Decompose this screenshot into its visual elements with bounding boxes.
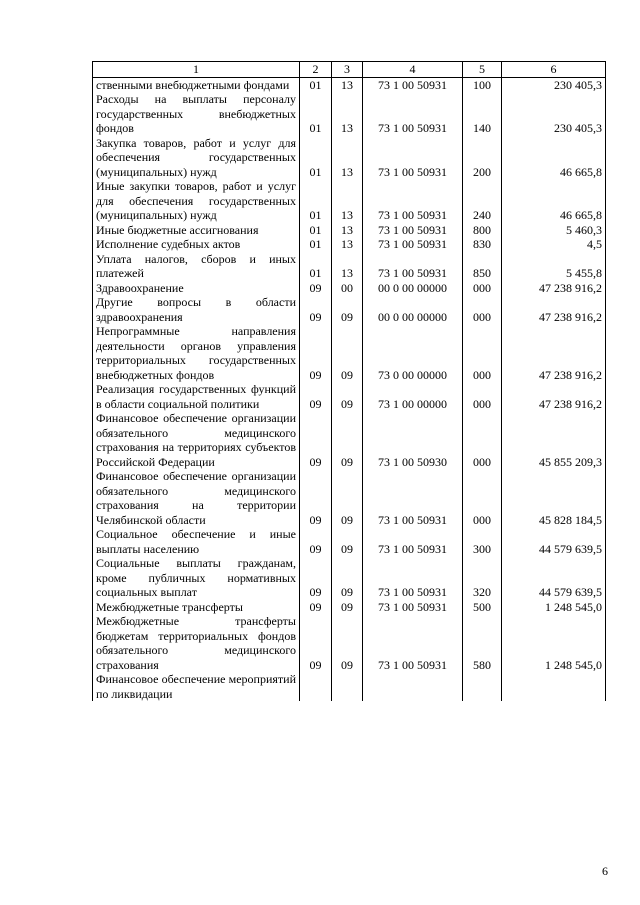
section-code-cell: 01 — [300, 92, 332, 136]
page-number: 6 — [602, 864, 608, 878]
amount-cell: 4,5 — [502, 237, 606, 252]
amount-cell: 44 579 639,5 — [502, 527, 606, 556]
subsection-code-cell — [332, 672, 363, 701]
table-row — [93, 179, 606, 223]
table-header — [93, 62, 606, 78]
table-row — [93, 223, 606, 238]
subsection-code-cell: 09 — [332, 469, 363, 527]
row-name-cell: Здравоохранение — [93, 281, 300, 296]
target-item-code-cell: 73 1 00 50931 — [363, 179, 463, 223]
table-row — [93, 527, 606, 556]
expense-type-cell — [463, 672, 502, 701]
expense-type-cell: 500 — [463, 600, 502, 615]
row-name-cell: Реализация государственных функций в области социальной политики — [93, 382, 300, 411]
subsection-code-cell: 09 — [332, 382, 363, 411]
budget-table — [92, 61, 606, 701]
amount-cell: 5 455,8 — [502, 252, 606, 281]
section-code-cell: 01 — [300, 77, 332, 92]
section-code-cell: 09 — [300, 411, 332, 469]
table-row — [93, 295, 606, 324]
amount-cell: 46 665,8 — [502, 136, 606, 180]
table-row — [93, 614, 606, 672]
expense-type-cell: 800 — [463, 223, 502, 238]
expense-type-cell: 000 — [463, 469, 502, 527]
subsection-code-cell: 13 — [332, 77, 363, 92]
section-code-cell: 01 — [300, 179, 332, 223]
target-item-code-cell: 73 1 00 50931 — [363, 252, 463, 281]
row-name-cell: Межбюджетные трансферты бюджетам территориальных фондов обязательного медицинского страхования — [93, 614, 300, 672]
section-code-cell: 01 — [300, 237, 332, 252]
target-item-code-cell: 73 1 00 50931 — [363, 556, 463, 600]
amount-cell: 47 238 916,2 — [502, 295, 606, 324]
amount-cell: 44 579 639,5 — [502, 556, 606, 600]
row-name-cell: Иные бюджетные ассигнования — [93, 223, 300, 238]
subsection-code-cell: 09 — [332, 600, 363, 615]
amount-cell: 1 248 545,0 — [502, 600, 606, 615]
amount-cell: 47 238 916,2 — [502, 281, 606, 296]
section-code-cell: 01 — [300, 252, 332, 281]
section-code-cell: 01 — [300, 223, 332, 238]
target-item-code-cell: 73 1 00 50931 — [363, 600, 463, 615]
expense-type-cell: 000 — [463, 324, 502, 382]
row-name-cell: Межбюджетные трансферты — [93, 600, 300, 615]
amount-cell: 5 460,3 — [502, 223, 606, 238]
target-item-code-cell: 73 1 00 50931 — [363, 527, 463, 556]
column-header-4: 4 — [363, 62, 463, 78]
column-header-3: 3 — [332, 62, 363, 78]
row-name-cell: Уплата налогов, сборов и иных платежей — [93, 252, 300, 281]
expense-type-cell: 000 — [463, 411, 502, 469]
section-code-cell: 09 — [300, 281, 332, 296]
expense-type-cell: 000 — [463, 295, 502, 324]
table-row — [93, 556, 606, 600]
subsection-code-cell: 13 — [332, 179, 363, 223]
table-row — [93, 136, 606, 180]
expense-type-cell: 200 — [463, 136, 502, 180]
target-item-code-cell: 73 1 00 50931 — [363, 136, 463, 180]
row-name-cell: ственными внебюджетными фондами — [93, 77, 300, 92]
section-code-cell: 09 — [300, 469, 332, 527]
amount-cell: 230 405,3 — [502, 77, 606, 92]
table-row — [93, 382, 606, 411]
table-row — [93, 324, 606, 382]
row-name-cell: Расходы на выплаты персоналу государственных внебюджетных фондов — [93, 92, 300, 136]
amount-cell: 47 238 916,2 — [502, 382, 606, 411]
section-code-cell: 09 — [300, 614, 332, 672]
table-row — [93, 672, 606, 701]
amount-cell: 230 405,3 — [502, 92, 606, 136]
section-code-cell — [300, 672, 332, 701]
row-name-cell: Непрограммные направления деятельности органов управления территориальных государственных внебюджетных фондов — [93, 324, 300, 382]
expense-type-cell: 240 — [463, 179, 502, 223]
target-item-code-cell: 00 0 00 00000 — [363, 281, 463, 296]
section-code-cell: 09 — [300, 382, 332, 411]
target-item-code-cell — [363, 672, 463, 701]
section-code-cell: 09 — [300, 556, 332, 600]
amount-cell: 46 665,8 — [502, 179, 606, 223]
subsection-code-cell: 09 — [332, 614, 363, 672]
subsection-code-cell: 13 — [332, 252, 363, 281]
subsection-code-cell: 09 — [332, 324, 363, 382]
subsection-code-cell: 09 — [332, 556, 363, 600]
target-item-code-cell: 73 1 00 00000 — [363, 382, 463, 411]
row-name-cell: Закупка товаров, работ и услуг для обеспечения государственных (муниципальных) нужд — [93, 136, 300, 180]
amount-cell: 45 828 184,5 — [502, 469, 606, 527]
subsection-code-cell: 00 — [332, 281, 363, 296]
table-row — [93, 411, 606, 469]
target-item-code-cell: 73 1 00 50931 — [363, 223, 463, 238]
section-code-cell: 09 — [300, 600, 332, 615]
row-name-cell: Социальное обеспечение и иные выплаты населению — [93, 527, 300, 556]
table-row — [93, 600, 606, 615]
column-header-5: 5 — [463, 62, 502, 78]
column-header-2: 2 — [300, 62, 332, 78]
amount-cell: 45 855 209,3 — [502, 411, 606, 469]
subsection-code-cell: 13 — [332, 223, 363, 238]
target-item-code-cell: 00 0 00 00000 — [363, 295, 463, 324]
expense-type-cell: 300 — [463, 527, 502, 556]
section-code-cell: 09 — [300, 527, 332, 556]
table-body — [93, 77, 606, 701]
row-name-cell: Финансовое обеспечение организации обязательного медицинского страхования на территориях субъектов Российской Федерации — [93, 411, 300, 469]
row-name-cell: Другие вопросы в области здравоохранения — [93, 295, 300, 324]
subsection-code-cell: 09 — [332, 295, 363, 324]
target-item-code-cell: 73 1 00 50931 — [363, 469, 463, 527]
target-item-code-cell: 73 1 00 50931 — [363, 77, 463, 92]
expense-type-cell: 580 — [463, 614, 502, 672]
table-row — [93, 237, 606, 252]
section-code-cell: 09 — [300, 295, 332, 324]
expense-type-cell: 000 — [463, 281, 502, 296]
subsection-code-cell: 09 — [332, 411, 363, 469]
target-item-code-cell: 73 0 00 00000 — [363, 324, 463, 382]
row-name-cell: Финансовое обеспечение мероприятий по ликвидации — [93, 672, 300, 701]
amount-cell: 47 238 916,2 — [502, 324, 606, 382]
amount-cell — [502, 672, 606, 701]
expense-type-cell: 830 — [463, 237, 502, 252]
expense-type-cell: 850 — [463, 252, 502, 281]
table-row — [93, 77, 606, 92]
table-row — [93, 281, 606, 296]
column-header-6: 6 — [502, 62, 606, 78]
column-header-1: 1 — [93, 62, 300, 78]
row-name-cell: Исполнение судебных актов — [93, 237, 300, 252]
table-row — [93, 92, 606, 136]
section-code-cell: 09 — [300, 324, 332, 382]
target-item-code-cell: 73 1 00 50930 — [363, 411, 463, 469]
row-name-cell: Финансовое обеспечение организации обязательного медицинского страхования на территории Челябинской области — [93, 469, 300, 527]
table-row — [93, 469, 606, 527]
target-item-code-cell: 73 1 00 50931 — [363, 92, 463, 136]
subsection-code-cell: 13 — [332, 237, 363, 252]
subsection-code-cell: 13 — [332, 92, 363, 136]
expense-type-cell: 320 — [463, 556, 502, 600]
amount-cell: 1 248 545,0 — [502, 614, 606, 672]
target-item-code-cell: 73 1 00 50931 — [363, 614, 463, 672]
target-item-code-cell: 73 1 00 50931 — [363, 237, 463, 252]
expense-type-cell: 100 — [463, 77, 502, 92]
expense-type-cell: 140 — [463, 92, 502, 136]
row-name-cell: Иные закупки товаров, работ и услуг для обеспечения государственных (муниципальных) нужд — [93, 179, 300, 223]
table-row — [93, 252, 606, 281]
subsection-code-cell: 09 — [332, 527, 363, 556]
row-name-cell: Социальные выплаты гражданам, кроме публичных нормативных социальных выплат — [93, 556, 300, 600]
subsection-code-cell: 13 — [332, 136, 363, 180]
expense-type-cell: 000 — [463, 382, 502, 411]
section-code-cell: 01 — [300, 136, 332, 180]
